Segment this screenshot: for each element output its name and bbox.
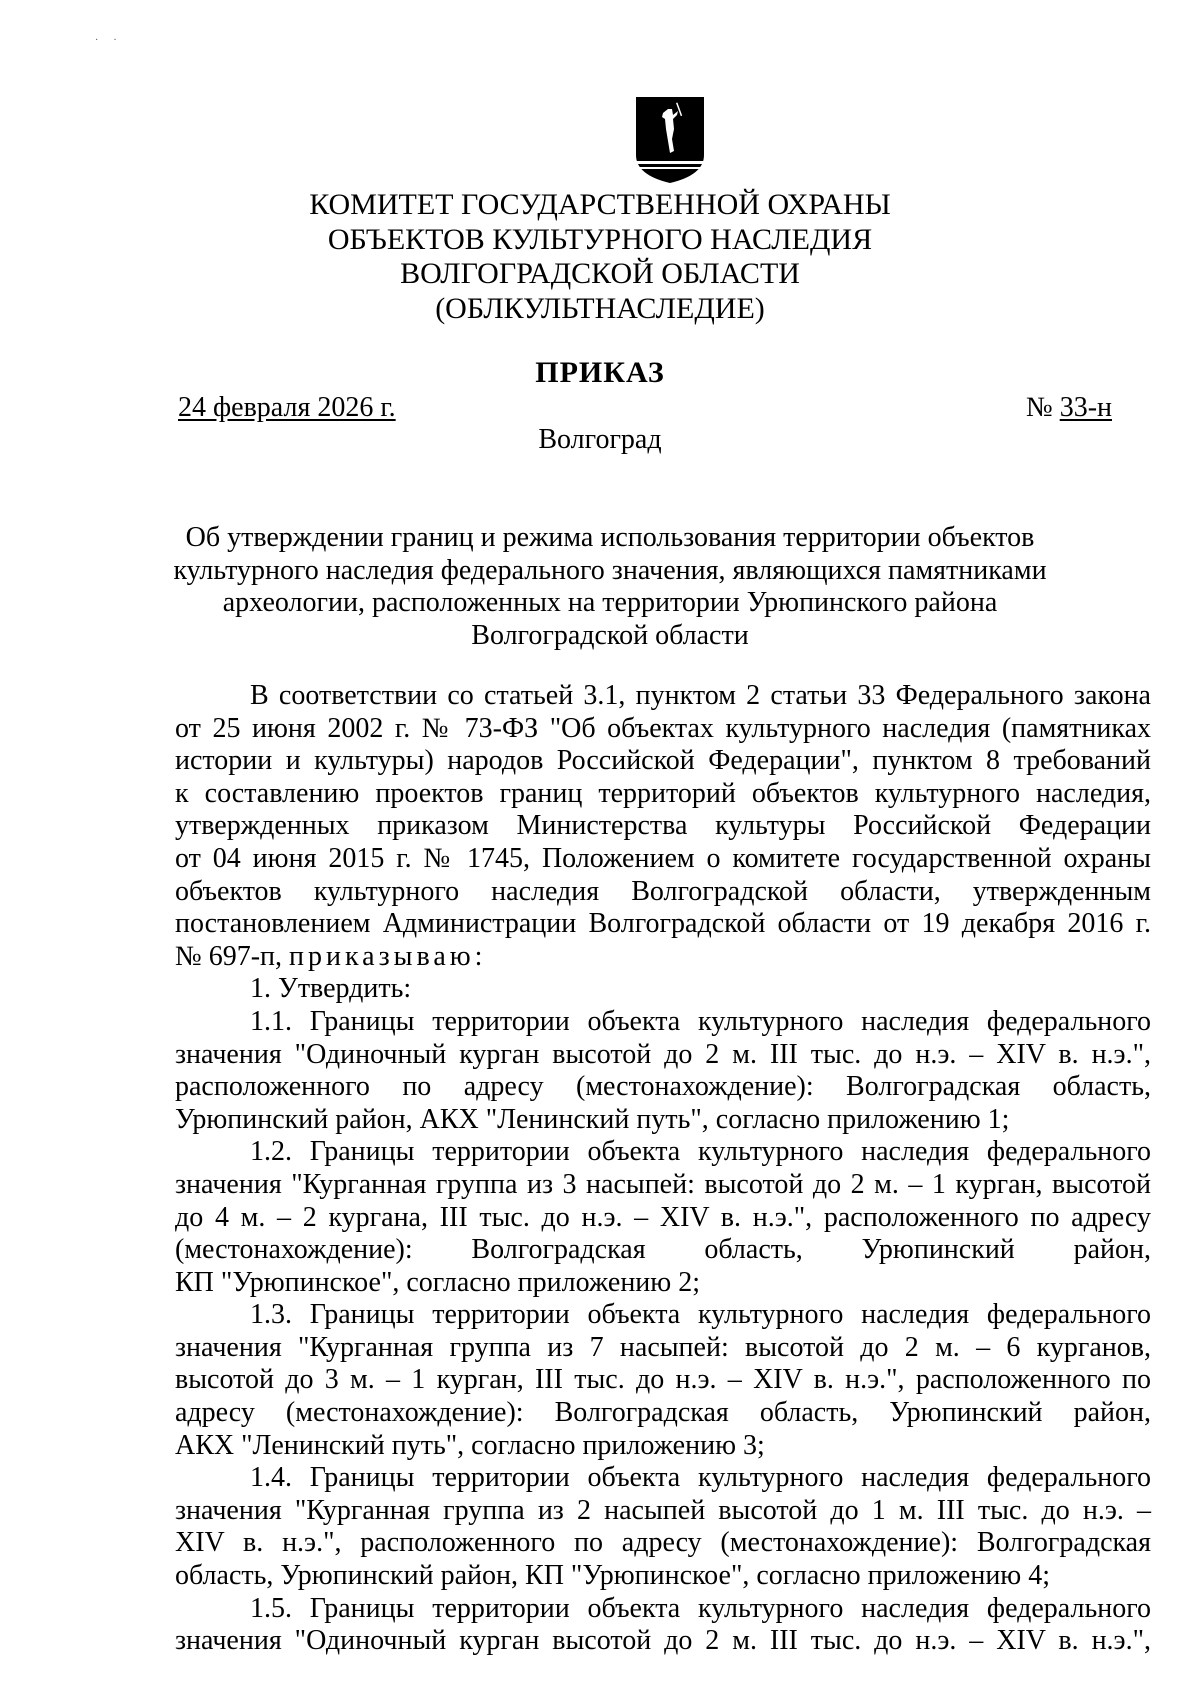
item-1: 1. Утвердить: (250, 973, 412, 1005)
preamble-line: утвержденных приказом Министерства культуры Российской Федерации (175, 810, 1151, 842)
committee-line: (ОБЛКУЛЬТНАСЛЕДИЕ) (435, 291, 765, 325)
number-prefix: № (1025, 392, 1053, 423)
subject-line: культурного наследия федерального значения, являющихся памятниками (173, 554, 1047, 586)
preamble-line: объектов культурного наследия Волгоградской области, утвержденным (175, 875, 1151, 907)
subject-line: археологии, расположенных на территории Урюпинского района (222, 587, 998, 618)
committee-line: ОБЪЕКТОВ КУЛЬТУРНОГО НАСЛЕДИЯ (327, 222, 873, 256)
item-1-3-line: АКХ "Ленинский путь", согласно приложению 3; (175, 1429, 765, 1461)
order-date: 24 февраля 2026 г. (178, 392, 396, 423)
item-1-2-line: значения "Курганная группа из 3 насыпей: высотой до 2 м. – 1 курган, высотой (175, 1168, 1151, 1200)
decree-number: № 697-п, (175, 940, 290, 972)
order-verb: приказываю: (289, 940, 487, 972)
number-value: 33-н (1059, 392, 1112, 423)
item-1-1-line: 1.1. Границы территории объекта культурного наследия федерального (250, 1005, 1151, 1037)
preamble-line: В соответствии со статьей 3.1, пунктом 2 статьи 33 Федерального закона (250, 680, 1151, 711)
item-1-5-line: 1.5. Границы территории объекта культурного наследия федерального (250, 1592, 1151, 1624)
scan-artifact: · · (95, 35, 117, 46)
item-1-2-line: (местонахождение): Волгоградская область, Урюпинский район, (175, 1234, 1151, 1266)
item-1-2-line: до 4 м. – 2 кургана, III тыс. до н.э. – XIV в. н.э.", расположенного по адресу (175, 1201, 1151, 1233)
committee-line: ВОЛГОГРАДСКОЙ ОБЛАСТИ (400, 257, 800, 290)
item-1-4-line: XIV в. н.э.", расположенного по адресу (местонахождение): Волгоградская (175, 1527, 1151, 1559)
coat-of-arms-icon (632, 95, 708, 185)
item-1-1-line: Урюпинский район, АКХ "Ленинский путь", согласно приложению 1; (175, 1103, 1010, 1135)
preamble-line: от 04 июня 2015 г. № 1745, Положением о комитете государственной охраны (175, 842, 1151, 874)
preamble-line: постановлением Администрации Волгоградской области от 19 декабря 2016 г. (175, 908, 1151, 940)
preamble-line: от 25 июня 2002 г. № 73-ФЗ "Об объектах культурного наследия (памятниках (175, 712, 1151, 744)
item-1-3-line: значения "Курганная группа из 7 насыпей: высотой до 2 м. – 6 курганов, (175, 1331, 1151, 1363)
order-number (1026, 392, 1112, 424)
city: Волгоград (538, 424, 662, 455)
item-1-3-line: адресу (местонахождение): Волгоградская область, Урюпинский район, (175, 1397, 1151, 1429)
order-body (175, 680, 1151, 1658)
item-1-2-line: 1.2. Границы территории объекта культурного наследия федерального (250, 1136, 1151, 1168)
order-subject (170, 522, 1050, 652)
item-1-2-line: КП "Урюпинское", согласно приложению 2; (175, 1266, 700, 1298)
committee-name (300, 188, 900, 326)
item-1-4-line: значения "Курганная группа из 2 насыпей высотой до 1 м. III тыс. до н.э. – (175, 1494, 1151, 1526)
item-1-1-line: расположенного по адресу (местонахождение): Волгоградская область, (175, 1071, 1151, 1103)
preamble-line: к составлению проектов границ территорий объектов культурного наследия, (175, 777, 1151, 809)
document-type: ПРИКАЗ (535, 356, 665, 389)
item-1-4-line: область, Урюпинский район, КП "Урюпинское", согласно приложению 4; (175, 1560, 1050, 1592)
item-1-3-line: 1.3. Границы территории объекта культурного наследия федерального (250, 1299, 1151, 1331)
item-1-4-line: 1.4. Границы территории объекта культурного наследия федерального (250, 1462, 1151, 1494)
subject-line: Волгоградской области (471, 619, 749, 651)
item-1-5-line: значения "Одиночный курган высотой до 2 м. III тыс. до н.э. – XIV в. н.э.", (175, 1625, 1151, 1657)
subject-line: Об утверждении границ и режима использования территории объектов (185, 522, 1035, 553)
item-1-1-line: значения "Одиночный курган высотой до 2 м. III тыс. до н.э. – XIV в. н.э.", (175, 1038, 1151, 1070)
item-1-3-line: высотой до 3 м. – 1 курган, III тыс. до н.э. – XIV в. н.э.", расположенного по (175, 1364, 1151, 1396)
committee-line: КОМИТЕТ ГОСУДАРСТВЕННОЙ ОХРАНЫ (309, 188, 891, 221)
preamble-last-line (175, 941, 1151, 974)
preamble-line: истории и культуры) народов Российской Федерации", пунктом 8 требований (175, 745, 1151, 777)
